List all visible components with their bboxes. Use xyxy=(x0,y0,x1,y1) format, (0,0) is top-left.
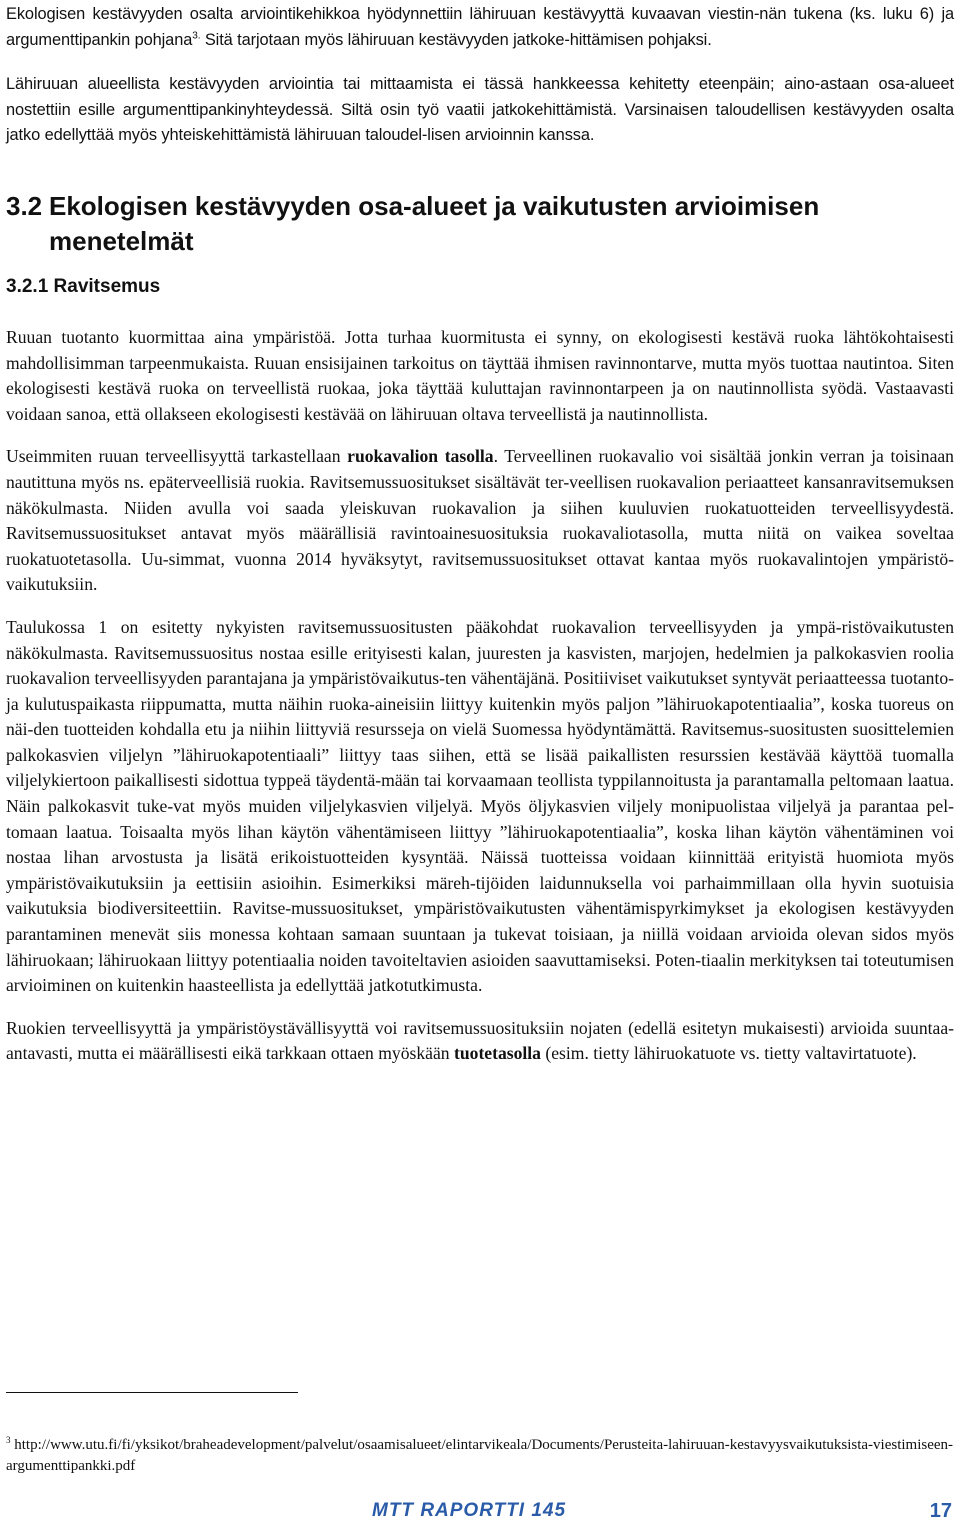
p4-text-b: . Terveellinen ruokavalio voi sisältää jonkin verran ja toisinaan nautittuna myös ns. epäterveellisiä ruokia. Ravitsemussuositukset sisältävät ter-veellisen ruokavalion periaatteet kansanravitsemuksen näkökulmasta. Niiden avulla voi saada yleiskuvan ruokavalion ja siihen kuuluvien ruokatuotteiden terveellisyydestä. Ravitsemussuositukset antavat myös määrällisiä ravintoainesuosituksia ruokavaliotasolla, mutta niitä on vaikea soveltaa ruokatuotetasolla. Uu-simmat, vuonna 2014 hyväksytyt, ravitsemussuositukset ottavat kantaa myös ruokavalintojen ympäristö-vaikutuksiin. xyxy=(6,446,954,595)
paragraph-taulukko: Taulukossa 1 on esitetty nykyisten ravitsemussuositusten pääkohdat ruokavalion terveellisyyden ja ympä-ristövaikutusten näkökulmasta. Ravitsemussuositus nostaa esille erityisesti kalan, juuresten ja kasvisten, marjojen, hedelmien ja palkokasvien roolia ruokavalion terveellisyyden parantajana ja ympäristövaikutus-ten vähentäjänä. Positiiviset vaikutukset syntyvät periaatteessa tuotanto- ja kulutuspaikasta riippumatta, mutta näihin ruoka-aineisiin liittyy kuitenkin myös paljon ”lähiruokapotentiaalia”, koska tuoreus on näi-den tuotteiden kohdalla etu ja niihin liittyviä resursseja on vielä Suomessa hyödyntämättä. Ravitsemus-suositusten suosittelemien palkokasvien viljelyn ”lähiruokapotentiaali” liittyy taas siihen, että se lisää paikallisten resurssien kestävää käyttöä tuomalla viljelykiertoon paikallisesti sidottua typpeä täydentä-mään tai korvaamaan teollista typpilannoitusta ja parantamalla peltomaan laatua. Näin palkokasvit tuke-vat myös muiden viljelykasvien viljelyä. Myös öljykasvien viljely monipuolistaa viljelyä ja parantaa pel-tomaan laatua. Toisaalta myös lihan käytön vähentämiseen liittyy ”lähiruokapotentiaalia”, koska lihan käytön vähentäminen voi nostaa lihan arvostusta ja lisätä erikoistuotteiden kysyntää. Näissä tuotteissa voidaan kiinnittää erityistä huomiota myös ympäristövaikutuksiin ja eettisiin asioihin. Esimerkiksi märeh-tijöiden laidunnuksella voi parhaimmillaan olla hyvin suotuisia vaikutuksia biodiversiteettiin. Ravitse-mussuositukset, ympäristövaikutusten vähentämispyrkimykset ja ekologisen kestävyyden parantaminen menevät siis monessa kohtaan samaan suuntaan ja tukevat toisiaan, ja niillä voidaan arvioida olevan sidos myös lähiruokaan; lähiruokaan liittyy potentiaalia noiden tavoiteltavien asioiden saavuttamiseksi. Poten-tiaalin merkityksen tai toteutumisen arvioiminen on kuitenkin haasteellista ja edellyttää jatkotutkimusta. xyxy=(6,616,954,996)
intro-paragraph-2: Lähiruuan alueellista kestävyyden arviointia tai mittaamista ei tässä hankkeessa kehitetty eteenpäin; aino-astaan osa-alueet nostettiin esille argumenttipankinyhteydessä. Siltä osin työ vaatii jatkokehittämistä. Varsinaisen taloudellisen kestävyyden osalta jatko edellyttää myös yhteiskehittämistä lähiruuan taloudel-lisen arvioinnin kanssa. xyxy=(6,75,954,145)
section-number: 3.2 xyxy=(6,190,43,221)
footer-publication-name: MTT RAPORTTI 145 xyxy=(372,1500,567,1521)
paragraph-ruuan-tuotanto: Ruuan tuotanto kuormittaa aina ympäristöä. Jotta turhaa kuormitusta ei synny, on ekologisesti kestävä ruoka lähtökohtaisesti mahdollisimman tarpeenmukaista. Ruuan ensisijainen tarkoitus on täyttää ihmisen ravinnontarve, mutta myös tuottaa nautintoa. Siten ekologisesti kestävä ruoka on terveellistä ruokaa, joka täyttää kuluttajan ravinnontarpeen ja on nautinnollista syödä. Vastaavasti voidaan sanoa, että ollakseen ekologisesti kestävää on lähiruuan oltava terveellistä ja nautinnollista. xyxy=(6,326,954,424)
section-heading xyxy=(6,189,954,259)
footnote-ref-3: 3. xyxy=(192,30,201,42)
p6-bold-text: tuotetasolla xyxy=(454,1043,541,1064)
paragraph-ruokien-terveellisyys xyxy=(6,1016,954,1067)
intro-paragraph-1 xyxy=(6,2,954,53)
intro-p1-text-b: Sitä tarjotaan myös lähiruuan kestävyyden jatkoke-hittämisen pohjaksi. xyxy=(200,30,712,49)
p4-bold-text: ruokavalion tasolla xyxy=(347,446,494,467)
intro-p1-text-a: Ekologisen kestävyyden osalta arviointikehikkoa hyödynnettiin lähiruuan kestävyyttä kuvaavan viestin-nän tukena (ks. luku 6) ja argumenttipankin pohjana xyxy=(6,5,954,49)
footnote-url[interactable]: http://www.utu.fi/fi/yksikot/braheadevelopment/palvelut/osaamisalueet/elintarvikeala/Documents/Perusteita-lahiruuan-kestavyysvaikutuksista-viestimiseen-argumenttipankki.pdf xyxy=(6,1437,954,1474)
p6-text-a: Ruokien terveellisyyttä ja ympäristöystävällisyyttä voi ravitsemussuosituksiin nojaten (edellä esitetyn mukaisesti) arvioida suuntaa-antavasti, mutta ei määrällisesti eikä tarkkaan ottaen myöskään xyxy=(6,1017,954,1064)
document-page xyxy=(6,0,954,1067)
footnote-number: 3 xyxy=(6,1435,11,1445)
section-title-line2: menetelmät xyxy=(49,225,194,256)
subsection-heading: 3.2.1 Ravitsemus xyxy=(6,275,161,297)
paragraph-terveellisyys xyxy=(6,444,954,598)
footnote xyxy=(6,1435,954,1477)
footnote-divider xyxy=(6,1392,298,1393)
p4-text-a: Useimmiten ruuan terveellisyyttä tarkastellaan xyxy=(6,446,348,467)
p6-text-b: (esim. tietty lähiruokatuote vs. tietty valtavirtatuote). xyxy=(540,1043,917,1064)
footer-page-number: 17 xyxy=(929,1500,952,1522)
section-title-line1: Ekologisen kestävyyden osa-alueet ja vaikutusten arvioimisen xyxy=(49,190,820,221)
